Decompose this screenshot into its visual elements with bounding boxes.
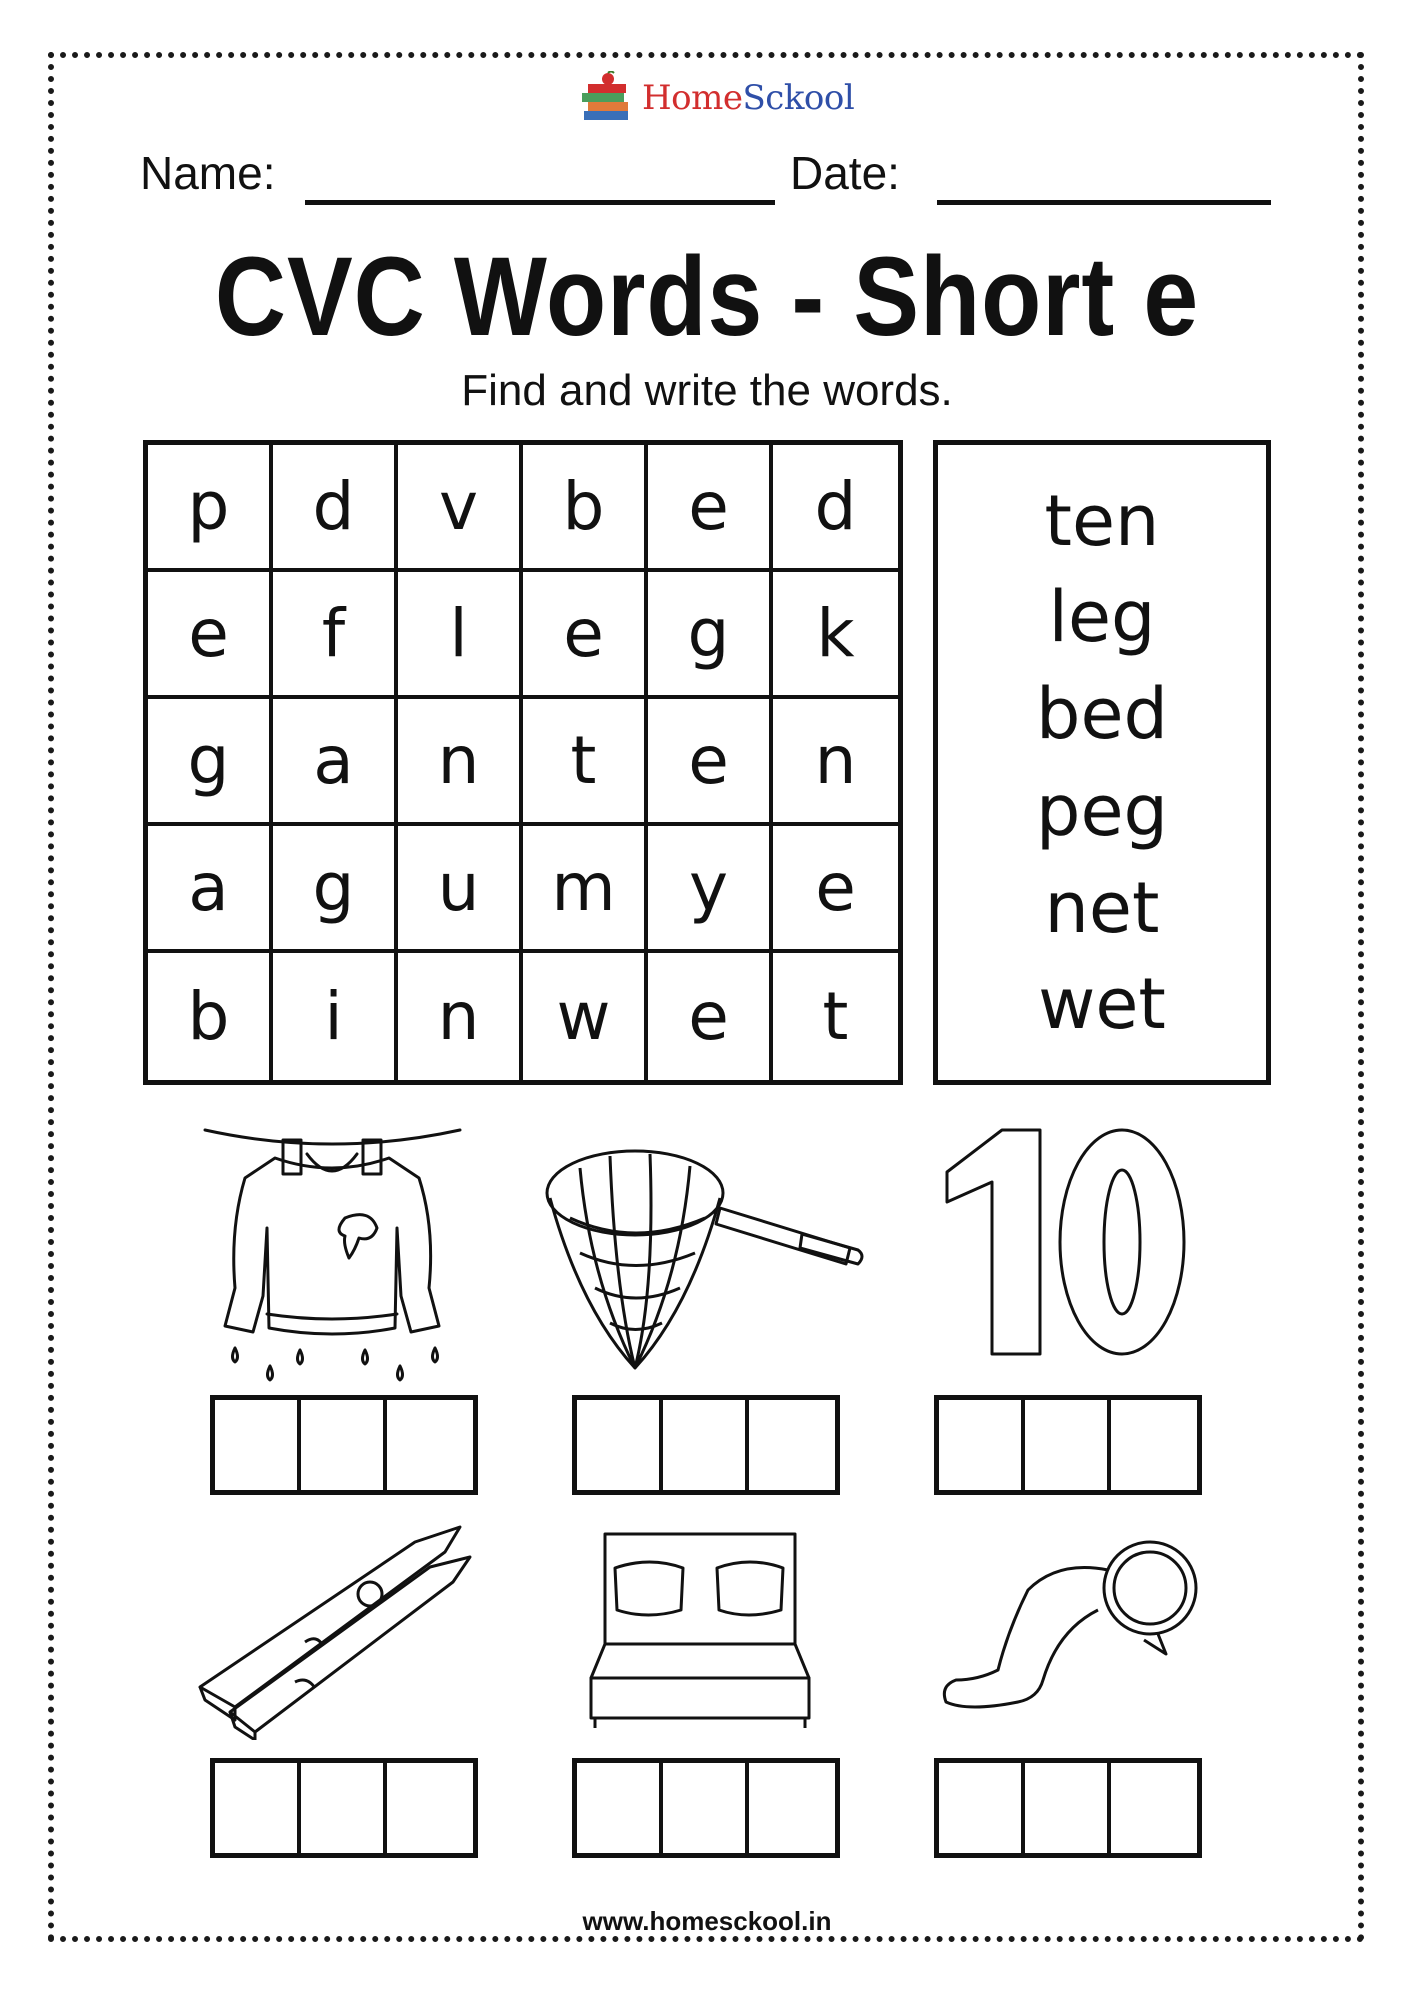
grid-cell[interactable]: t <box>822 978 849 1055</box>
grid-cell[interactable]: e <box>773 826 898 953</box>
footer-url: www.homesckool.in <box>582 1906 832 1936</box>
grid-cell[interactable]: e <box>148 572 273 699</box>
answer-box[interactable] <box>934 1758 1202 1858</box>
grid-cell[interactable]: g <box>648 572 773 699</box>
grid-cell[interactable]: e <box>523 572 648 699</box>
letter-slot[interactable] <box>301 1763 387 1853</box>
name-label: Name: <box>140 147 276 199</box>
grid-cell[interactable]: f <box>273 572 398 699</box>
grid-cell[interactable]: a <box>148 826 273 953</box>
wet-sweater-icon <box>195 1118 470 1388</box>
grid-cell[interactable]: g <box>273 826 398 953</box>
brand-part2: Sckool <box>742 78 855 118</box>
word-list-box <box>933 440 1271 1085</box>
word-list-item: wet <box>1038 963 1166 1046</box>
leg-icon <box>938 1530 1200 1730</box>
grid-cell[interactable]: n <box>773 699 898 826</box>
grid-cell[interactable]: p <box>148 445 273 572</box>
letter-slot[interactable] <box>749 1400 835 1490</box>
grid-cell[interactable]: b <box>148 953 273 1080</box>
letter-slot[interactable] <box>301 1400 387 1490</box>
grid-cell[interactable]: l <box>398 572 523 699</box>
grid-cell[interactable]: u <box>398 826 523 953</box>
grid-cell[interactable]: b <box>523 445 648 572</box>
grid-cell[interactable]: d <box>273 445 398 572</box>
word-list-item: bed <box>1036 673 1168 756</box>
grid-cell[interactable]: e <box>648 953 773 1080</box>
word-search-grid <box>143 440 903 1085</box>
grid-cell[interactable]: e <box>648 699 773 826</box>
date-label: Date: <box>790 147 900 199</box>
bed-icon <box>585 1528 815 1730</box>
letter-slot[interactable] <box>387 1400 473 1490</box>
grid-cell[interactable]: g <box>148 699 273 826</box>
net-icon <box>540 1138 875 1378</box>
grid-cell[interactable]: a <box>273 699 398 826</box>
grid-cell[interactable]: k <box>773 572 898 699</box>
word-list-item: ten <box>1044 479 1160 562</box>
instruction: Find and write the words. <box>461 366 953 415</box>
answer-box[interactable] <box>572 1758 840 1858</box>
answer-box[interactable] <box>934 1395 1202 1495</box>
name-line[interactable] <box>305 200 775 205</box>
word-list-item: leg <box>1048 576 1156 659</box>
word-list-item: peg <box>1036 769 1168 852</box>
letter-slot[interactable] <box>749 1763 835 1853</box>
brand-name <box>642 78 854 118</box>
grid-cell[interactable]: y <box>648 826 773 953</box>
word-list-item: net <box>1044 866 1160 949</box>
letter-slot[interactable] <box>215 1400 301 1490</box>
clothes-peg-icon <box>195 1522 475 1740</box>
grid-cell[interactable]: i <box>273 953 398 1080</box>
letter-slot[interactable] <box>387 1763 473 1853</box>
letter-slot[interactable] <box>577 1763 663 1853</box>
grid-cell[interactable]: m <box>523 826 648 953</box>
grid-cell[interactable]: d <box>773 445 898 572</box>
logo <box>578 70 858 126</box>
answer-box[interactable] <box>572 1395 840 1495</box>
grid-cell[interactable]: w <box>523 953 648 1080</box>
books-logo-icon <box>578 71 638 125</box>
letter-slot[interactable] <box>1111 1400 1197 1490</box>
letter-slot[interactable] <box>1025 1763 1111 1853</box>
grid-cell[interactable]: v <box>398 445 523 572</box>
answer-box[interactable] <box>210 1395 478 1495</box>
answer-box[interactable] <box>210 1758 478 1858</box>
letter-slot[interactable] <box>1025 1400 1111 1490</box>
worksheet-title: CVC Words - Short e <box>214 234 1200 359</box>
number-ten-icon <box>932 1122 1197 1358</box>
letter-slot[interactable] <box>939 1763 1025 1853</box>
brand-part1: Home <box>642 78 743 118</box>
grid-cell[interactable]: e <box>648 445 773 572</box>
grid-cell[interactable]: n <box>398 699 523 826</box>
letter-slot[interactable] <box>1111 1763 1197 1853</box>
date-line[interactable] <box>937 200 1271 205</box>
letter-slot[interactable] <box>215 1763 301 1853</box>
grid-cell[interactable]: t <box>523 699 648 826</box>
letter-slot[interactable] <box>663 1400 749 1490</box>
letter-slot[interactable] <box>939 1400 1025 1490</box>
letter-slot[interactable] <box>663 1763 749 1853</box>
letter-slot[interactable] <box>577 1400 663 1490</box>
grid-cell[interactable]: n <box>398 953 523 1080</box>
